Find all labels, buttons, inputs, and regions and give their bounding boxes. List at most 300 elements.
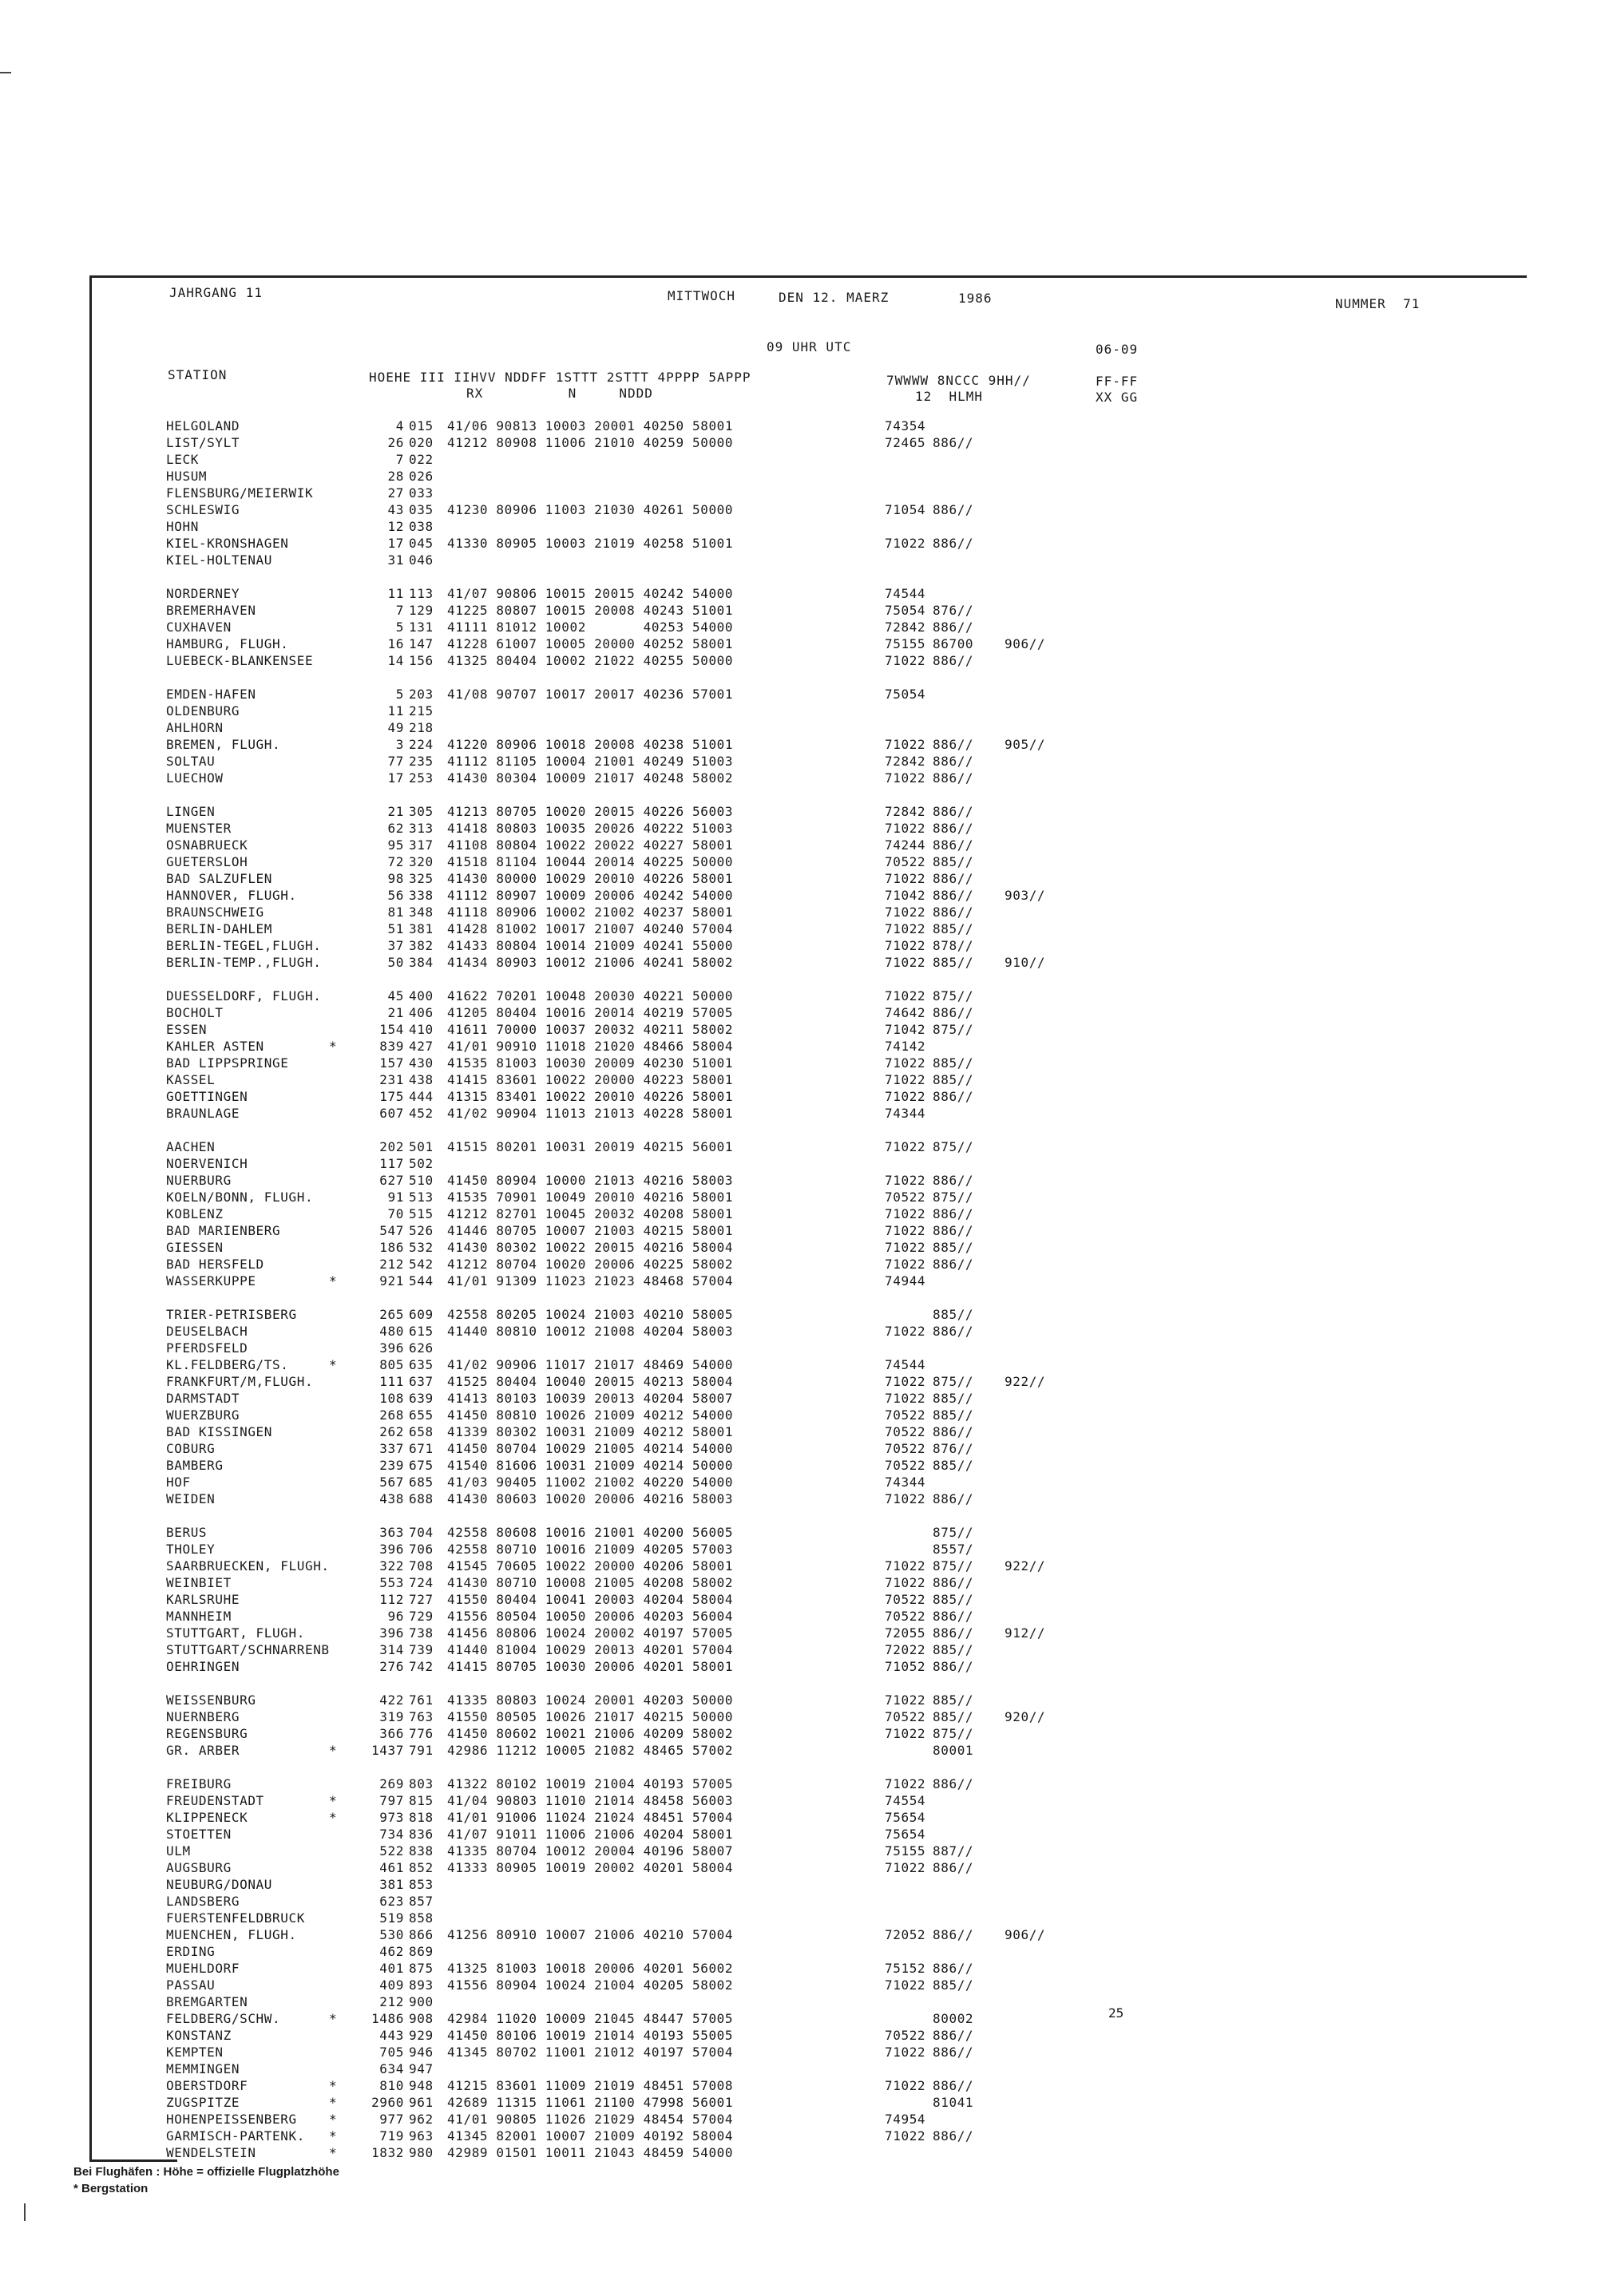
table-row xyxy=(0,1357,1597,1374)
station-height: 337 xyxy=(379,1441,404,1456)
table-row xyxy=(0,1994,1597,2011)
station-number: 513 xyxy=(409,1190,434,1205)
station-name: BAD KISSINGEN xyxy=(166,1424,273,1439)
station-column-header: STATION xyxy=(168,367,228,382)
station-number: 381 xyxy=(409,921,434,936)
table-row xyxy=(0,502,1597,519)
table-row xyxy=(0,703,1597,720)
station-name: BERUS xyxy=(166,1525,208,1540)
cloud-group: 886// xyxy=(933,1324,974,1339)
table-row xyxy=(0,1659,1597,1676)
station-number: 203 xyxy=(409,687,434,702)
cloud-group: 886// xyxy=(933,435,974,450)
cloud-group: 885// xyxy=(933,1692,974,1708)
table-row xyxy=(0,1910,1597,1927)
station-height: 117 xyxy=(379,1156,404,1171)
station-height: 98 xyxy=(387,871,404,886)
weather-group: 71022 xyxy=(885,1558,926,1574)
station-height: 4 xyxy=(395,418,404,433)
station-number: 430 xyxy=(409,1055,434,1071)
synop-groups: 41230 80906 11003 21030 40261 50000 xyxy=(447,502,734,517)
station-height: 921 xyxy=(379,1273,404,1289)
weather-group: 71022 xyxy=(885,1491,926,1506)
table-row xyxy=(0,687,1597,703)
extra-group: 912// xyxy=(1005,1625,1046,1641)
table-row xyxy=(0,2061,1597,2078)
cloud-group: 886// xyxy=(933,1609,974,1624)
cloud-group: 875// xyxy=(933,1190,974,1205)
cloud-group: 886// xyxy=(933,620,974,635)
cloud-group: 81041 xyxy=(933,2095,974,2110)
group-spacer xyxy=(0,1290,1597,1307)
station-name: MUENCHEN, FLUGH. xyxy=(166,1927,297,1942)
station-name: OBERSTDORF xyxy=(166,2078,248,2093)
weather-group: 74554 xyxy=(885,1793,926,1808)
station-name: STOETTEN xyxy=(166,1827,232,1842)
weather-group: 71022 xyxy=(885,1575,926,1590)
station-number: 438 xyxy=(409,1072,434,1087)
synop-groups: 41/02 90906 11017 21017 48469 54000 xyxy=(447,1357,734,1372)
station-number: 384 xyxy=(409,955,434,970)
station-number: 224 xyxy=(409,737,434,752)
synop-groups: 41450 80106 10019 21014 40193 55005 xyxy=(447,2028,734,2043)
table-row xyxy=(0,1843,1597,1860)
station-name: BERLIN-TEMP.,FLUGH. xyxy=(166,955,322,970)
station-name: HOF xyxy=(166,1475,191,1490)
synop-groups: 41535 70901 10049 20010 40216 58001 xyxy=(447,1190,734,1205)
synop-groups: 41550 80404 10041 20003 40204 58004 xyxy=(447,1592,734,1607)
cloud-group: 886// xyxy=(933,871,974,886)
weather-group: 71022 xyxy=(885,1072,926,1087)
mountain-station-marker: * xyxy=(329,2112,338,2127)
wind-column-subheader: XX GG xyxy=(1096,390,1139,405)
station-name: AUGSBURG xyxy=(166,1860,232,1875)
station-name: PASSAU xyxy=(166,1977,216,1993)
station-name: LANDSBERG xyxy=(166,1894,240,1909)
synop-groups: 41/06 90813 10003 20001 40250 58001 xyxy=(447,418,734,433)
station-height: 461 xyxy=(379,1860,404,1875)
station-name: KEMPTEN xyxy=(166,2045,224,2060)
synop-groups: 42986 11212 10005 21082 48465 57002 xyxy=(447,1743,734,1758)
extra-group: 910// xyxy=(1005,955,1046,970)
table-row xyxy=(0,519,1597,536)
observation-time: 09 UHR UTC xyxy=(767,339,852,354)
table-row xyxy=(0,854,1597,871)
table-row xyxy=(0,418,1597,435)
station-number: 637 xyxy=(409,1374,434,1389)
synop-groups: 41108 80804 10022 20022 40227 58001 xyxy=(447,837,734,853)
cloud-group: 885// xyxy=(933,1709,974,1724)
code-columns-subheader: RX N NDDD xyxy=(466,386,653,401)
cloud-group: 886// xyxy=(933,2128,974,2144)
station-name: FUERSTENFELDBRUCK xyxy=(166,1910,305,1926)
weather-group: 74642 xyxy=(885,1005,926,1020)
table-row xyxy=(0,1743,1597,1760)
station-number: 325 xyxy=(409,871,434,886)
station-name: KOELN/BONN, FLUGH. xyxy=(166,1190,314,1205)
station-number: 615 xyxy=(409,1324,434,1339)
synop-groups: 42984 11020 10009 21045 48447 57005 xyxy=(447,2011,734,2026)
station-name: KONSTANZ xyxy=(166,2028,232,2043)
cloud-group: 886// xyxy=(933,1223,974,1238)
station-name: AACHEN xyxy=(166,1139,216,1154)
station-height: 719 xyxy=(379,2128,404,2144)
synop-groups: 41450 80904 10000 21013 40216 58003 xyxy=(447,1173,734,1188)
station-name: WASSERKUPPE xyxy=(166,1273,256,1289)
synop-groups: 41518 81104 10044 20014 40225 50000 xyxy=(447,854,734,869)
station-height: 1486 xyxy=(371,2011,404,2026)
weather-group: 75654 xyxy=(885,1827,926,1842)
cloud-group: 886// xyxy=(933,1257,974,1272)
synop-groups: 41440 80810 10012 21008 40204 58003 xyxy=(447,1324,734,1339)
synop-groups: 42989 01501 10011 21043 48459 54000 xyxy=(447,2145,734,2160)
cloud-group: 885// xyxy=(933,1072,974,1087)
weather-group: 71022 xyxy=(885,1391,926,1406)
table-row xyxy=(0,1257,1597,1273)
station-height: 157 xyxy=(379,1055,404,1071)
station-number: 739 xyxy=(409,1642,434,1657)
table-row xyxy=(0,921,1597,938)
station-number: 215 xyxy=(409,703,434,718)
station-number: 866 xyxy=(409,1927,434,1942)
cloud-group: 886// xyxy=(933,1927,974,1942)
station-name: PFERDSFELD xyxy=(166,1340,248,1356)
station-number: 452 xyxy=(409,1106,434,1121)
station-number: 020 xyxy=(409,435,434,450)
station-name: CUXHAVEN xyxy=(166,620,232,635)
synop-groups: 41/01 90910 11018 21020 48466 58004 xyxy=(447,1039,734,1054)
station-number: 410 xyxy=(409,1022,434,1037)
station-height: 443 xyxy=(379,2028,404,2043)
weather-group: 72052 xyxy=(885,1927,926,1942)
date-label: DEN 12. MAERZ xyxy=(779,290,890,305)
station-number: 544 xyxy=(409,1273,434,1289)
synop-groups: 41415 83601 10022 20000 40223 58001 xyxy=(447,1072,734,1087)
station-name: KAHLER ASTEN xyxy=(166,1039,264,1054)
station-number: 761 xyxy=(409,1692,434,1708)
station-height: 212 xyxy=(379,1994,404,2009)
station-name: BREMERHAVEN xyxy=(166,603,256,618)
station-number: 900 xyxy=(409,1994,434,2009)
cloud-group: 875// xyxy=(933,1022,974,1037)
station-name: HELGOLAND xyxy=(166,418,240,433)
station-height: 186 xyxy=(379,1240,404,1255)
station-number: 444 xyxy=(409,1089,434,1104)
weather-columns-subheader: 12 HLMH xyxy=(915,389,984,404)
station-height: 26 xyxy=(387,435,404,450)
station-number: 688 xyxy=(409,1491,434,1506)
station-number: 305 xyxy=(409,804,434,819)
code-columns-header: HOEHE III IIHVV NDDFF 1STTT 2STTT 4PPPP 5APPP xyxy=(369,370,751,385)
synop-groups: 42558 80205 10024 21003 40210 58005 xyxy=(447,1307,734,1322)
weather-columns-header: 7WWWW 8NCCC 9HH// xyxy=(886,373,1031,388)
station-name: LECK xyxy=(166,452,199,467)
year-label: 1986 xyxy=(958,291,993,306)
weather-group: 74544 xyxy=(885,1357,926,1372)
station-number: 218 xyxy=(409,720,434,735)
weather-group: 75654 xyxy=(885,1810,926,1825)
table-row xyxy=(0,1324,1597,1340)
station-name: STUTTGART/SCHNARRENB xyxy=(166,1642,330,1657)
station-name: KIEL-KRONSHAGEN xyxy=(166,536,289,551)
station-name: SAARBRUECKEN, FLUGH. xyxy=(166,1558,330,1574)
cloud-group: 885// xyxy=(933,921,974,936)
weather-group: 70522 xyxy=(885,1190,926,1205)
weather-group: 71022 xyxy=(885,1726,926,1741)
station-height: 627 xyxy=(379,1173,404,1188)
table-row xyxy=(0,988,1597,1005)
station-height: 396 xyxy=(379,1542,404,1557)
synop-groups: 41611 70000 10037 20032 40211 58002 xyxy=(447,1022,734,1037)
cloud-group: 876// xyxy=(933,603,974,618)
station-number: 026 xyxy=(409,469,434,484)
table-row xyxy=(0,1190,1597,1206)
synop-groups: 41215 83601 11009 21019 48451 57008 xyxy=(447,2078,734,2093)
station-height: 5 xyxy=(395,620,404,635)
table-row xyxy=(0,1206,1597,1223)
table-row xyxy=(0,586,1597,603)
station-name: BRAUNLAGE xyxy=(166,1106,240,1121)
cloud-group: 886// xyxy=(933,737,974,752)
cloud-group: 885// xyxy=(933,1642,974,1657)
station-name: FLENSBURG/MEIERWIK xyxy=(166,485,314,501)
weather-group: 71022 xyxy=(885,905,926,920)
station-number: 253 xyxy=(409,770,434,786)
station-name: NUERBURG xyxy=(166,1173,232,1188)
table-row xyxy=(0,435,1597,452)
station-name: KARLSRUHE xyxy=(166,1592,240,1607)
cloud-group: 885// xyxy=(933,1391,974,1406)
station-number: 838 xyxy=(409,1843,434,1859)
station-name: ZUGSPITZE xyxy=(166,2095,240,2110)
table-row xyxy=(0,1340,1597,1357)
synop-groups: 41450 80602 10021 21006 40209 58002 xyxy=(447,1726,734,1741)
station-name: NUERNBERG xyxy=(166,1709,240,1724)
station-name: WUERZBURG xyxy=(166,1407,240,1423)
group-spacer xyxy=(0,1122,1597,1139)
table-row xyxy=(0,720,1597,737)
cloud-group: 886// xyxy=(933,502,974,517)
table-row xyxy=(0,620,1597,636)
station-height: 202 xyxy=(379,1139,404,1154)
weather-group: 71054 xyxy=(885,502,926,517)
synop-groups: 41333 80905 10019 20002 40201 58004 xyxy=(447,1860,734,1875)
weather-group: 70522 xyxy=(885,1592,926,1607)
weather-group: 71022 xyxy=(885,1055,926,1071)
station-name: AHLHORN xyxy=(166,720,224,735)
station-name: ESSEN xyxy=(166,1022,208,1037)
table-row xyxy=(0,888,1597,905)
station-height: 396 xyxy=(379,1340,404,1356)
table-row xyxy=(0,2011,1597,2028)
station-height: 212 xyxy=(379,1257,404,1272)
cloud-group: 886// xyxy=(933,1206,974,1221)
synop-groups: 41205 80404 10016 20014 40219 57005 xyxy=(447,1005,734,1020)
cloud-group: 886// xyxy=(933,905,974,920)
station-height: 45 xyxy=(387,988,404,1004)
weather-group: 71022 xyxy=(885,921,926,936)
synop-groups: 41112 81105 10004 21001 40249 51003 xyxy=(447,754,734,769)
table-row xyxy=(0,1927,1597,1944)
table-row xyxy=(0,1139,1597,1156)
station-height: 14 xyxy=(387,653,404,668)
station-name: THOLEY xyxy=(166,1542,216,1557)
weather-group: 71022 xyxy=(885,653,926,668)
synop-groups: 41111 81012 10002 40253 54000 xyxy=(447,620,734,635)
station-name: KASSEL xyxy=(166,1072,216,1087)
synop-groups: 41212 80908 11006 21010 40259 50000 xyxy=(447,435,734,450)
weather-group: 70522 xyxy=(885,1441,926,1456)
synop-groups: 41345 82001 10007 21009 40192 58004 xyxy=(447,2128,734,2144)
weather-group: 74344 xyxy=(885,1106,926,1121)
synop-groups: 41325 80404 10002 21022 40255 50000 xyxy=(447,653,734,668)
station-height: 734 xyxy=(379,1827,404,1842)
synop-groups: 41213 80705 10020 20015 40226 56003 xyxy=(447,804,734,819)
table-row xyxy=(0,754,1597,770)
station-height: 11 xyxy=(387,703,404,718)
table-row xyxy=(0,1173,1597,1190)
station-name: LUECHOW xyxy=(166,770,224,786)
station-height: 607 xyxy=(379,1106,404,1121)
synop-groups: 41430 80603 10020 20006 40216 58003 xyxy=(447,1491,734,1506)
table-row xyxy=(0,1106,1597,1122)
station-height: 21 xyxy=(387,1005,404,1020)
station-number: 313 xyxy=(409,821,434,836)
synop-groups: 41/03 90405 11002 21002 40220 54000 xyxy=(447,1475,734,1490)
table-row xyxy=(0,1709,1597,1726)
station-height: 623 xyxy=(379,1894,404,1909)
table-row xyxy=(0,1558,1597,1575)
station-number: 427 xyxy=(409,1039,434,1054)
weather-group: 71052 xyxy=(885,1659,926,1674)
synop-groups: 41456 80806 10024 20002 40197 57005 xyxy=(447,1625,734,1641)
cloud-group: 875// xyxy=(933,1558,974,1574)
weather-group: 71022 xyxy=(885,955,926,970)
synop-groups: 41433 80804 10014 21009 40241 55000 xyxy=(447,938,734,953)
station-height: 16 xyxy=(387,636,404,651)
station-name: BAD SALZUFLEN xyxy=(166,871,273,886)
station-height: 567 xyxy=(379,1475,404,1490)
station-number: 635 xyxy=(409,1357,434,1372)
station-height: 12 xyxy=(387,519,404,534)
station-number: 015 xyxy=(409,418,434,433)
station-number: 818 xyxy=(409,1810,434,1825)
station-name: DARMSTADT xyxy=(166,1391,240,1406)
station-height: 269 xyxy=(379,1776,404,1791)
group-spacer xyxy=(0,1676,1597,1692)
synop-groups: 41/01 91006 11024 21024 48451 57004 xyxy=(447,1810,734,1825)
station-height: 480 xyxy=(379,1324,404,1339)
table-row xyxy=(0,1609,1597,1625)
station-name: BREMEN, FLUGH. xyxy=(166,737,281,752)
weather-group: 71022 xyxy=(885,1776,926,1791)
station-number: 961 xyxy=(409,2095,434,2110)
station-name: ULM xyxy=(166,1843,191,1859)
table-row xyxy=(0,1307,1597,1324)
table-row xyxy=(0,1475,1597,1491)
station-height: 62 xyxy=(387,821,404,836)
synop-groups: 41330 80905 10003 21019 40258 51001 xyxy=(447,536,734,551)
station-height: 108 xyxy=(379,1391,404,1406)
station-height: 265 xyxy=(379,1307,404,1322)
table-row xyxy=(0,1374,1597,1391)
station-number: 038 xyxy=(409,519,434,534)
station-height: 7 xyxy=(395,452,404,467)
station-name: BAD LIPPSPRINGE xyxy=(166,1055,289,1071)
weather-group: 75054 xyxy=(885,603,926,618)
station-number: 235 xyxy=(409,754,434,769)
cloud-group: 886// xyxy=(933,1173,974,1188)
mountain-station-marker: * xyxy=(329,1273,338,1289)
station-name: HUSUM xyxy=(166,469,208,484)
station-number: 510 xyxy=(409,1173,434,1188)
station-height: 839 xyxy=(379,1039,404,1054)
cloud-group: 886// xyxy=(933,1424,974,1439)
weather-group: 70522 xyxy=(885,1458,926,1473)
station-height: 77 xyxy=(387,754,404,769)
table-row xyxy=(0,955,1597,972)
cloud-group: 886// xyxy=(933,821,974,836)
station-height: 81 xyxy=(387,905,404,920)
weather-group: 71022 xyxy=(885,770,926,786)
station-height: 810 xyxy=(379,2078,404,2093)
station-height: 175 xyxy=(379,1089,404,1104)
table-row xyxy=(0,1642,1597,1659)
weather-group: 71022 xyxy=(885,1223,926,1238)
table-row xyxy=(0,1592,1597,1609)
weather-group: 72842 xyxy=(885,804,926,819)
table-row xyxy=(0,1391,1597,1407)
table-row xyxy=(0,2112,1597,2128)
weather-group: 70522 xyxy=(885,1407,926,1423)
weather-group: 70522 xyxy=(885,1709,926,1724)
station-height: 805 xyxy=(379,1357,404,1372)
station-number: 791 xyxy=(409,1743,434,1758)
synop-groups: 41418 80803 10035 20026 40222 51003 xyxy=(447,821,734,836)
synop-groups: 41345 80702 11001 21012 40197 57004 xyxy=(447,2045,734,2060)
station-name: OLDENBURG xyxy=(166,703,240,718)
station-number: 046 xyxy=(409,552,434,568)
cloud-group: 875// xyxy=(933,1726,974,1741)
station-table xyxy=(0,418,1597,2162)
scan-edge-mark xyxy=(24,2203,26,2221)
station-number: 869 xyxy=(409,1944,434,1959)
weather-group: 71022 xyxy=(885,1374,926,1389)
station-height: 17 xyxy=(387,770,404,786)
station-height: 95 xyxy=(387,837,404,853)
extra-group: 922// xyxy=(1005,1374,1046,1389)
station-name: BAD HERSFELD xyxy=(166,1257,264,1272)
station-number: 858 xyxy=(409,1910,434,1926)
station-height: 553 xyxy=(379,1575,404,1590)
table-row xyxy=(0,1273,1597,1290)
station-name: WENDELSTEIN xyxy=(166,2145,256,2160)
station-name: DEUSELBACH xyxy=(166,1324,248,1339)
group-spacer xyxy=(0,670,1597,687)
weather-group: 74244 xyxy=(885,837,926,853)
station-number: 671 xyxy=(409,1441,434,1456)
synop-groups: 41335 80704 10012 20004 40196 58007 xyxy=(447,1843,734,1859)
table-row xyxy=(0,1055,1597,1072)
synop-groups: 42689 11315 11061 21100 47998 56001 xyxy=(447,2095,734,2110)
station-number: 113 xyxy=(409,586,434,601)
cloud-group: 886// xyxy=(933,1659,974,1674)
station-number: 317 xyxy=(409,837,434,853)
station-height: 409 xyxy=(379,1977,404,1993)
station-height: 977 xyxy=(379,2112,404,2127)
table-row xyxy=(0,2045,1597,2061)
synop-groups: 41256 80910 10007 21006 40210 57004 xyxy=(447,1927,734,1942)
